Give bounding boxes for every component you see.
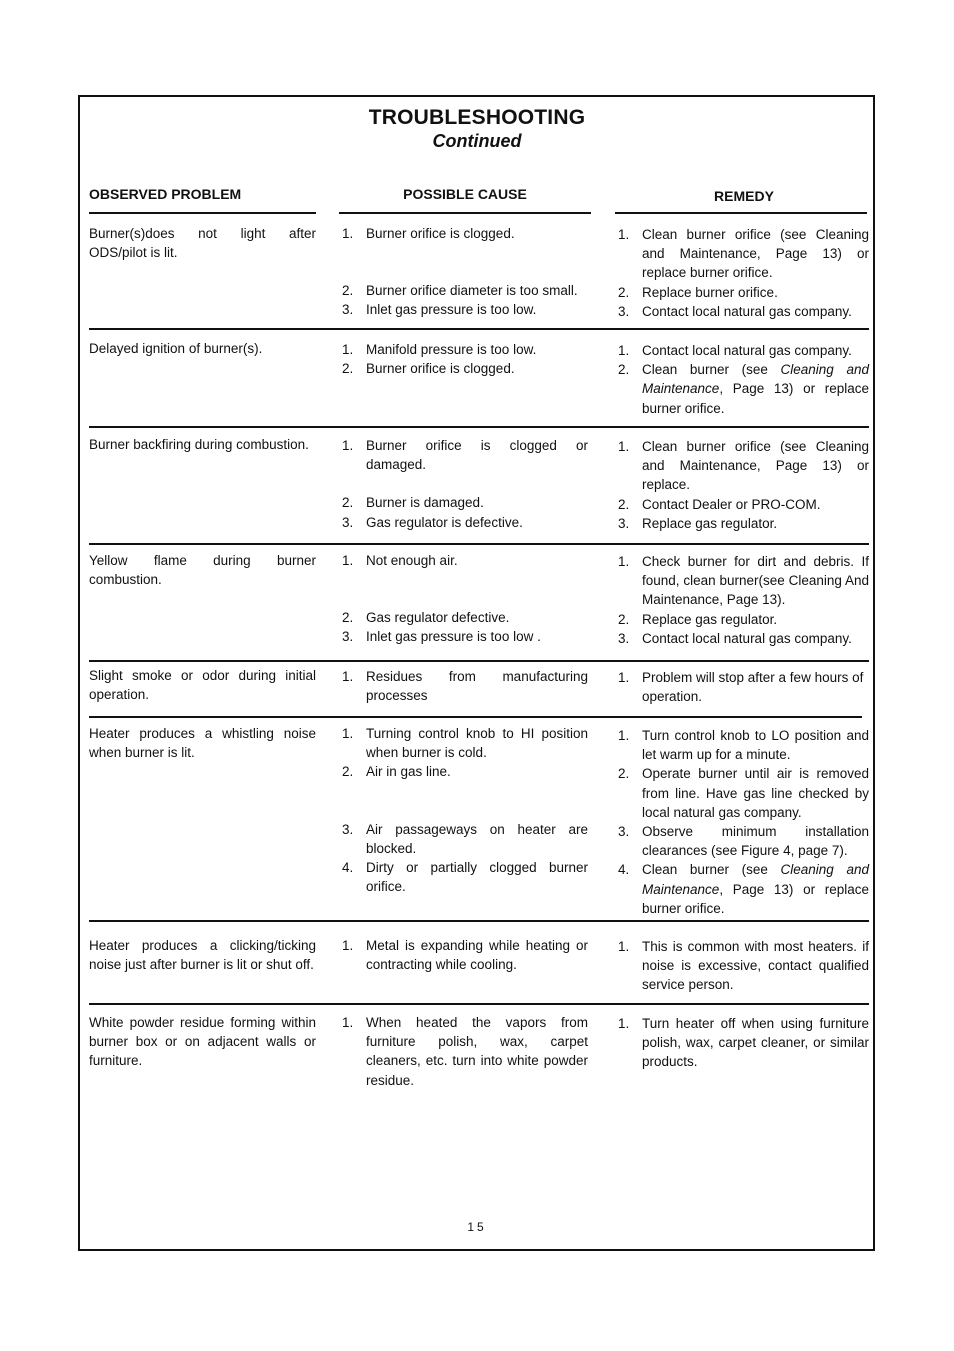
remedy-list [617,225,869,321]
remedy-list [617,437,869,533]
remedy-list [617,726,869,918]
list-item: 1. Turn control knob to LO position and let warm up for a minute. [618,728,869,763]
remedy-list [617,1014,869,1072]
page-number: 15 [467,1220,487,1234]
list-item: 3. Gas regulator is defective. [342,514,523,530]
problem-text: Heater produces a clicking/ticking noise just after burner is lit or shut off. [89,938,316,973]
list-item: 2. Gas regulator defective. [342,610,510,626]
list-item: 1. Clean burner orifice (see Cleaning and Maintenance, Page 13) or replace burner orifice. [618,227,869,281]
list-item: 1. Turning control knob to HI position when burner is cold. [342,726,588,761]
cause-list [341,340,588,378]
list-item: 2. Burner orifice is clogged. [342,361,515,377]
column-header-problem: OBSERVED PROBLEM [89,186,242,202]
row-divider [89,328,869,330]
list-item: 1. Clean burner orifice (see Cleaning and Maintenance, Page 13) or replace. [618,439,869,493]
list-item: 1. Contact local natural gas company. [618,343,852,358]
problem-text: Burner(s)does not light after ODS/pilot is lit. [89,226,316,261]
cause-list [341,551,588,647]
list-item: 3. Inlet gas pressure is too low . [342,629,541,645]
cause-list [341,224,588,320]
list-item: 1. This is common with most heaters. if noise is excessive, contact qualified service person. [618,939,869,993]
list-item: 1. Residues from manufacturing processes [342,669,588,704]
list-item: 2. Burner orifice diameter is too small. [342,283,578,299]
cause-list [341,1013,588,1090]
list-item: 1. Turn heater off when using furniture polish, wax, carpet cleaner, or similar products. [618,1016,869,1070]
list-item: 4. Dirty or partially clogged burner orifice. [342,860,588,895]
row-divider [89,543,869,545]
list-item: 2. Replace burner orifice. [618,284,778,300]
list-item: 3. Air passageways on heater are blocked. [342,821,588,856]
list-item: 3. Contact local natural gas company. [618,303,852,319]
list-item: 2. Operate burner until air is removed from line. Have gas line checked by local natural gas company. [618,766,869,820]
column-header-remedy: REMEDY [714,188,774,204]
remedy-list [617,668,869,706]
cause-list [341,724,588,896]
list-item: 1. Not enough air. [342,553,458,568]
problem-text: Yellow flame during burner combustion. [89,553,316,588]
remedy-list [617,341,869,418]
list-item: 3. Replace gas regulator. [618,515,778,531]
problem-text: Burner backfiring during combustion. [89,437,309,452]
header-rule [339,212,591,214]
row-divider [89,1003,869,1005]
list-item: 2. Air in gas line. [342,764,451,780]
page-title: TROUBLESHOOTING [368,106,586,129]
row-divider [89,716,862,718]
remedy-list [617,937,869,995]
cause-list [341,936,588,974]
list-item: 4. Clean burner (see Cleaning and Maintenance, Page 13) or replace burner orifice. [618,862,869,916]
list-item: 3. Inlet gas pressure is too low. [342,302,537,318]
page-subtitle: Continued [432,131,522,151]
list-item: 1. Metal is expanding while heating or contracting while cooling. [342,938,588,973]
row-divider [89,660,869,662]
row-divider [89,426,869,428]
cause-list [341,667,588,705]
list-item: 1. Manifold pressure is too low. [342,342,537,357]
list-item: 2. Contact Dealer or PRO-COM. [618,496,821,512]
problem-text: Delayed ignition of burner(s). [89,341,263,356]
row-divider [89,920,869,922]
list-item: 1. When heated the vapors from furniture polish, wax, carpet cleaners, etc. turn into white powder residue. [342,1015,588,1088]
list-item: 1. Problem will stop after a few hours of operation. [618,670,864,705]
list-item: 2. Burner is damaged. [342,495,484,511]
list-item: 3. Observe minimum installation clearances (see Figure 4, page 7). [618,824,869,859]
remedy-list [617,552,869,648]
list-item: 3. Contact local natural gas company. [618,630,852,646]
column-header-cause: POSSIBLE CAUSE [403,186,527,202]
problem-text: Slight smoke or odor during initial operation. [89,668,316,703]
problem-text: Heater produces a whistling noise when burner is lit. [89,726,316,761]
header-rule [89,212,316,214]
header-rule [615,212,867,214]
problem-text: White powder residue forming within burner box or on adjacent walls or furniture. [89,1015,316,1069]
cause-list [341,436,588,532]
list-item: 2. Clean burner (see Cleaning and Maintenance, Page 13) or replace burner orifice. [618,362,869,416]
list-item: 1. Check burner for dirt and debris. If found, clean burner(see Cleaning And Maintenance, Page 13). [618,554,869,608]
list-item: 1. Burner orifice is clogged. [342,226,515,241]
list-item: 2. Replace gas regulator. [618,611,778,627]
list-item: 1. Burner orifice is clogged or damaged. [342,438,588,473]
